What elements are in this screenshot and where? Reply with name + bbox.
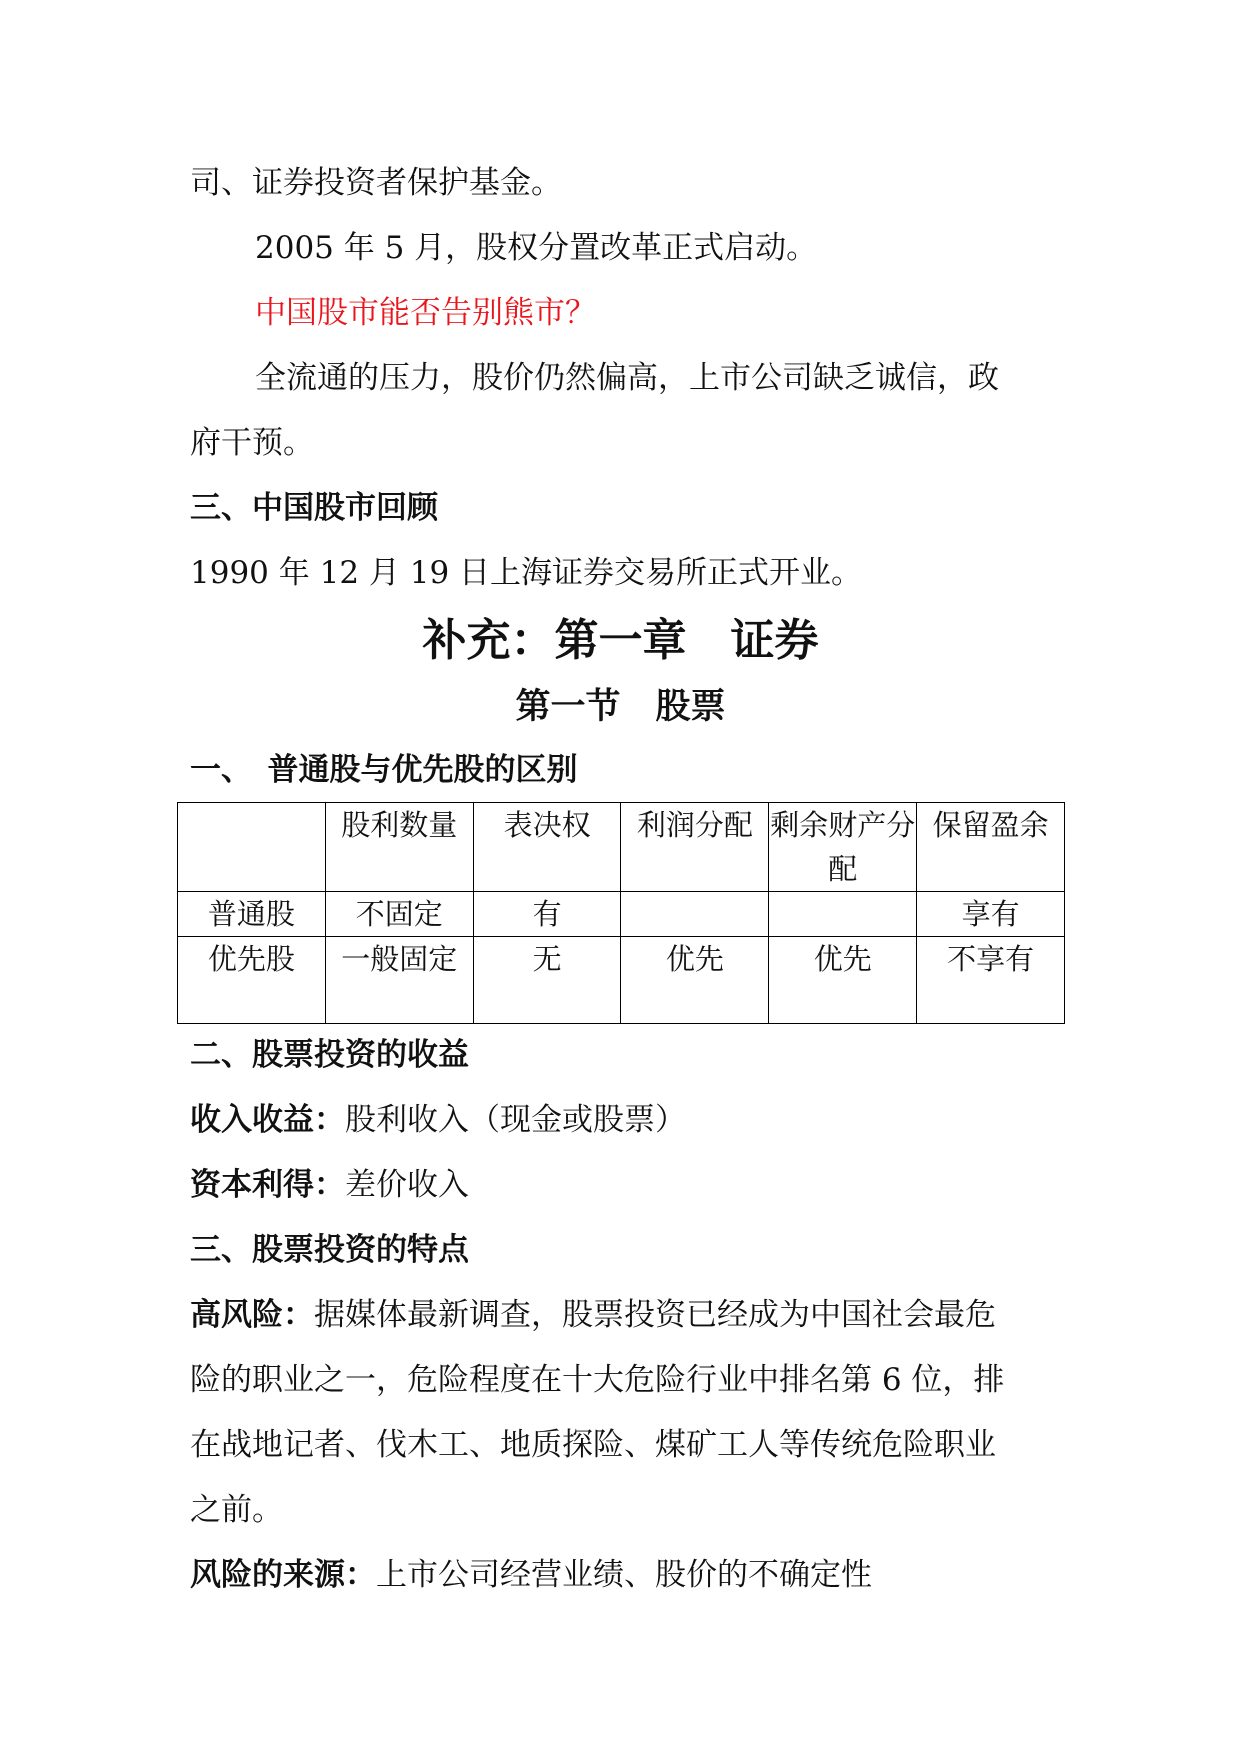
paragraph-line: 司、证券投资者保护基金。 [190, 165, 562, 201]
highlighted-question: 中国股市能否告别熊市？ [255, 295, 596, 331]
term-label: 资本利得： [190, 1167, 345, 1203]
table-header-row [178, 803, 1065, 892]
paragraph-line: 之前。 [190, 1492, 283, 1528]
paragraph-line: 全流通的压力，股价仍然偏高，上市公司缺乏诚信，政 [255, 360, 999, 396]
table-row [178, 937, 1065, 1024]
subsection-heading: 三、股票投资的特点 [190, 1232, 469, 1268]
table-cell: 不固定 [325, 892, 473, 937]
paragraph-line: 险的职业之一，危险程度在十大危险行业中排名第 6 位，排 [190, 1362, 1005, 1398]
paragraph-line: 2005 年 5 月，股权分置改革正式启动。 [255, 230, 818, 266]
paragraph-line [190, 1102, 686, 1138]
paragraph-line [190, 1297, 996, 1333]
table-row [178, 892, 1065, 937]
term-label: 收入收益： [190, 1102, 345, 1138]
table-cell: 保留盈余 [917, 803, 1065, 892]
table-cell: 表决权 [473, 803, 621, 892]
section-heading: 三、中国股市回顾 [190, 490, 438, 526]
table-cell: 不享有 [917, 937, 1065, 1024]
term-label: 高风险： [190, 1297, 314, 1333]
table-cell: 有 [473, 892, 621, 937]
term-text: 股利收入（现金或股票） [345, 1102, 686, 1138]
chapter-title: 补充：第一章 证券 [422, 615, 819, 666]
term-text: 上市公司经营业绩、股价的不确定性 [376, 1557, 872, 1593]
term-text: 据媒体最新调查，股票投资已经成为中国社会最危 [314, 1297, 996, 1333]
table-cell: 优先 [769, 937, 917, 1024]
table-cell: 利润分配 [621, 803, 769, 892]
table-cell [769, 892, 917, 937]
section-title: 第一节 股票 [515, 687, 726, 727]
table-cell [621, 892, 769, 937]
paragraph-line: 1990 年 12 月 19 日上海证券交易所正式开业。 [190, 555, 863, 591]
table-cell: 一般固定 [325, 937, 473, 1024]
paragraph-line: 府干预。 [190, 425, 314, 461]
table-cell: 优先 [621, 937, 769, 1024]
table-cell [178, 803, 326, 892]
table-cell: 股利数量 [325, 803, 473, 892]
subsection-heading: 二、股票投资的收益 [190, 1037, 469, 1073]
comparison-table [177, 802, 1065, 1024]
term-text: 差价收入 [345, 1167, 469, 1203]
table-cell: 享有 [917, 892, 1065, 937]
paragraph-line: 在战地记者、伐木工、地质探险、煤矿工人等传统危险职业 [190, 1427, 996, 1463]
table-cell: 无 [473, 937, 621, 1024]
subsection-heading: 一、 普通股与优先股的区别 [190, 752, 578, 788]
term-label: 风险的来源： [190, 1557, 376, 1593]
paragraph-line [190, 1557, 872, 1593]
paragraph-line [190, 1167, 469, 1203]
table-cell: 剩余财产分配 [769, 803, 917, 892]
table-cell: 普通股 [178, 892, 326, 937]
table-cell: 优先股 [178, 937, 326, 1024]
